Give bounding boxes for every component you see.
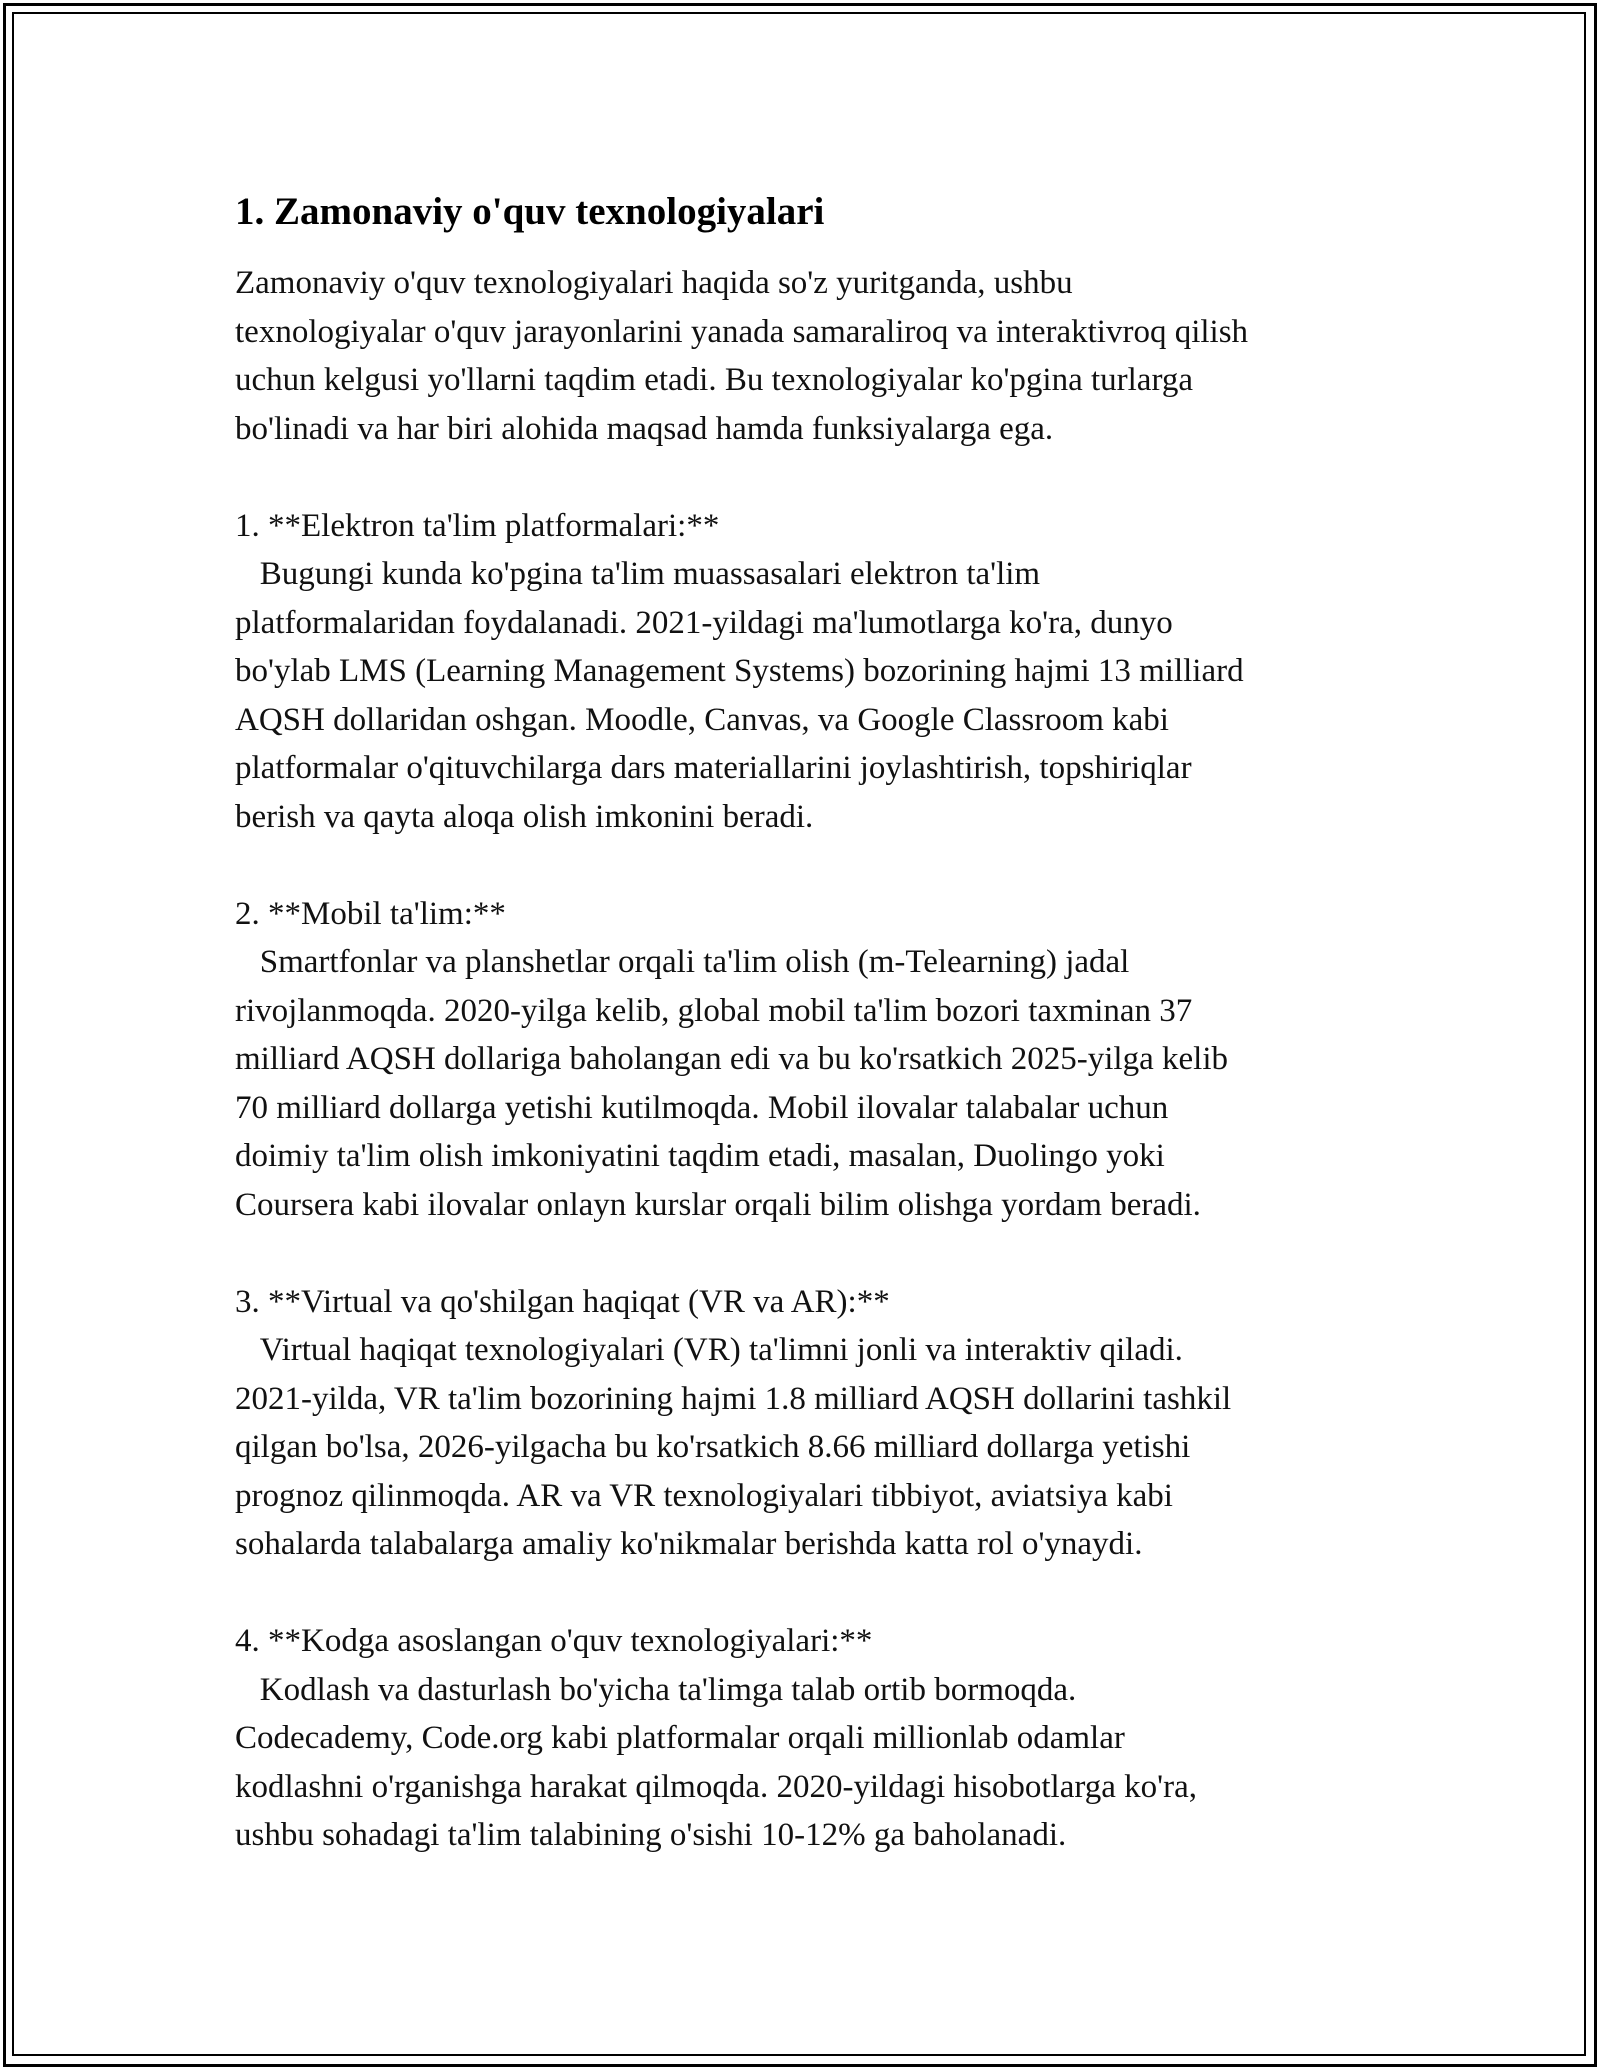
section-elektron-talim [235,502,1375,842]
intro-paragraph: Zamonaviy o'quv texnologiyalari haqida so'z yuritganda, ushbu texnologiyalar o'quv jarayonlarini yanada samaraliroq va interaktivroq qilish uchun kelgusi yo'llarni taqdim etadi. Bu texnologiyalar ko'pgina turlarga bo'linadi va har biri alohida maqsad hamda funksiyalarga ega. [235,265,1249,447]
document-content [235,185,1375,1860]
section-body: Kodlash va dasturlash bo'yicha ta'limga talab ortib bormoqda. Codecademy, Code.org kabi platformalar orqali millionlab odamlar kodlashni o'rganishga harakat qilmoqda. 2020-yildagi hisobotlarga ko'ra, ushbu sohadagi ta'lim talabining o'sishi 10-12% ga baholanadi. [235,1671,1197,1853]
section-kodga-asoslangan [235,1617,1375,1860]
section-body: Smartfonlar va planshetlar orqali ta'lim olish (m-Telearning) jadal rivojlanmoqda. 2020-yilga kelib, global mobil ta'lim bozori taxminan 37 milliard AQSH dollariga baholangan edi va bu ko'rsatkich 2025-yilga kelib 70 milliard dollarga yetishi kutilmoqda. Mobil ilovalar talabalar uchun doimiy ta'lim olish imkoniyatini taqdim etadi, masalan, Duolingo yoki Coursera kabi ilovalar onlayn kurslar orqali bilim olishga yordam beradi. [235,944,1228,1223]
section-mobil-talim [235,890,1375,1230]
section-body: Bugungi kunda ko'pgina ta'lim muassasalari elektron ta'lim platformalaridan foydalanadi. 2021-yildagi ma'lumotlarga ko'ra, dunyo bo'ylab LMS (Learning Management Systems) bozorining hajmi 13 milliard AQSH dollaridan oshgan. Moodle, Canvas, va Google Classroom kabi platformalar o'qituvchilarga dars materiallarini joylashtirish, topshiriqlar berish va qayta aloqa olish imkonini beradi. [235,556,1244,835]
section-title: 4. **Kodga asoslangan o'quv texnologiyalari:** [235,1623,873,1659]
section-vr-ar [235,1278,1375,1569]
document-heading: 1. Zamonaviy o'quv texnologiyalari [235,190,825,233]
section-title: 2. **Mobil ta'lim:** [235,895,506,932]
section-title: 3. **Virtual va qo'shilgan haqiqat (VR va AR):** [235,1283,890,1320]
section-title: 1. **Elektron ta'lim platformalari:** [235,507,720,544]
section-body: Virtual haqiqat texnologiyalari (VR) ta'limni jonli va interaktiv qiladi. 2021-yilda, VR ta'lim bozorining hajmi 1.8 milliard AQSH dollarini tashkil qilgan bo'lsa, 2026-yilgacha bu ko'rsatkich 8.66 milliard dollarga yetishi prognoz qilinmoqda. AR va VR texnologiyalari tibbiyot, aviatsiya kabi sohalarda talabalarga amaliy ko'nikmalar berishda katta rol o'ynaydi. [235,1332,1232,1562]
